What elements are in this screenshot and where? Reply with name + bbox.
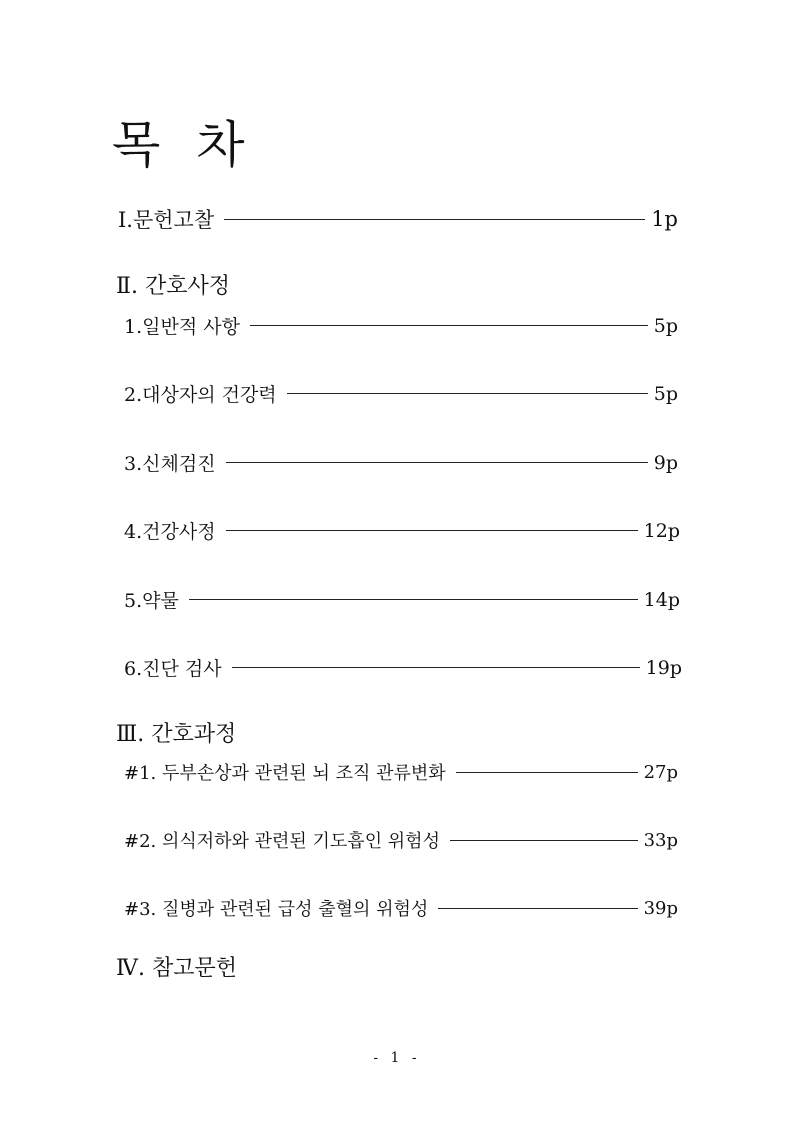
toc-entry-diagnostic-tests[interactable] [124, 654, 682, 681]
dot-leader [250, 325, 648, 326]
toc-entry-label: 5.약물 [124, 590, 179, 612]
section-heading-references[interactable]: Ⅳ. 참고문헌 [116, 956, 237, 981]
toc-entry-page: 1p [651, 207, 678, 231]
toc-entry-page: 33p [643, 829, 678, 851]
toc-entry-label: Ⅰ.문헌고찰 [118, 208, 215, 232]
toc-entry-page: 27p [643, 761, 678, 783]
toc-entry-physical-exam[interactable] [124, 449, 678, 476]
toc-entry-general-info[interactable] [124, 312, 678, 339]
dot-leader [226, 530, 638, 531]
dot-leader [287, 393, 648, 394]
toc-entry-page: 39p [643, 897, 678, 919]
toc-entry-label: 1.일반적 사항 [124, 316, 240, 338]
dot-leader [189, 599, 638, 600]
toc-entry-label: 2.대상자의 건강력 [124, 384, 277, 406]
toc-entry-health-assessment[interactable] [124, 517, 680, 544]
dot-leader [450, 840, 638, 841]
toc-entry-page: 12p [643, 519, 680, 542]
toc-entry-page: 5p [653, 314, 678, 337]
section-heading-nursing-process: Ⅲ. 간호과정 [116, 722, 237, 747]
toc-entry-label: 4.건강사정 [124, 521, 216, 543]
toc-entry-label: 3.신체검진 [124, 453, 216, 475]
toc-entry-health-history[interactable] [124, 380, 678, 407]
page-title: 목 차 [112, 116, 255, 174]
toc-entry-label: #1. 두부손상과 관련된 뇌 조직 관류변화 [124, 763, 446, 784]
dot-leader [224, 219, 645, 220]
dot-leader [438, 908, 637, 909]
dot-leader [456, 772, 638, 773]
section-heading-nursing-assessment: Ⅱ. 간호사정 [116, 274, 230, 299]
toc-entry-medications[interactable] [124, 586, 680, 613]
dot-leader [232, 667, 640, 668]
toc-entry-page: 14p [643, 588, 680, 611]
toc-entry-diagnosis-1[interactable] [124, 759, 678, 785]
toc-entry-literature-review[interactable] [118, 204, 678, 234]
dot-leader [226, 462, 648, 463]
toc-entry-page: 19p [645, 656, 682, 679]
toc-entry-diagnosis-2[interactable] [124, 827, 678, 853]
page-number: - 1 - [373, 1050, 421, 1066]
toc-entry-label: 6.진단 검사 [124, 658, 222, 680]
toc-entry-label: #3. 질병과 관련된 급성 출혈의 위험성 [124, 899, 429, 920]
toc-entry-page: 9p [653, 451, 678, 474]
toc-entry-page: 5p [653, 382, 678, 405]
toc-entry-diagnosis-3[interactable] [124, 895, 678, 921]
toc-entry-label: #2. 의식저하와 관련된 기도흡인 위험성 [124, 831, 440, 852]
